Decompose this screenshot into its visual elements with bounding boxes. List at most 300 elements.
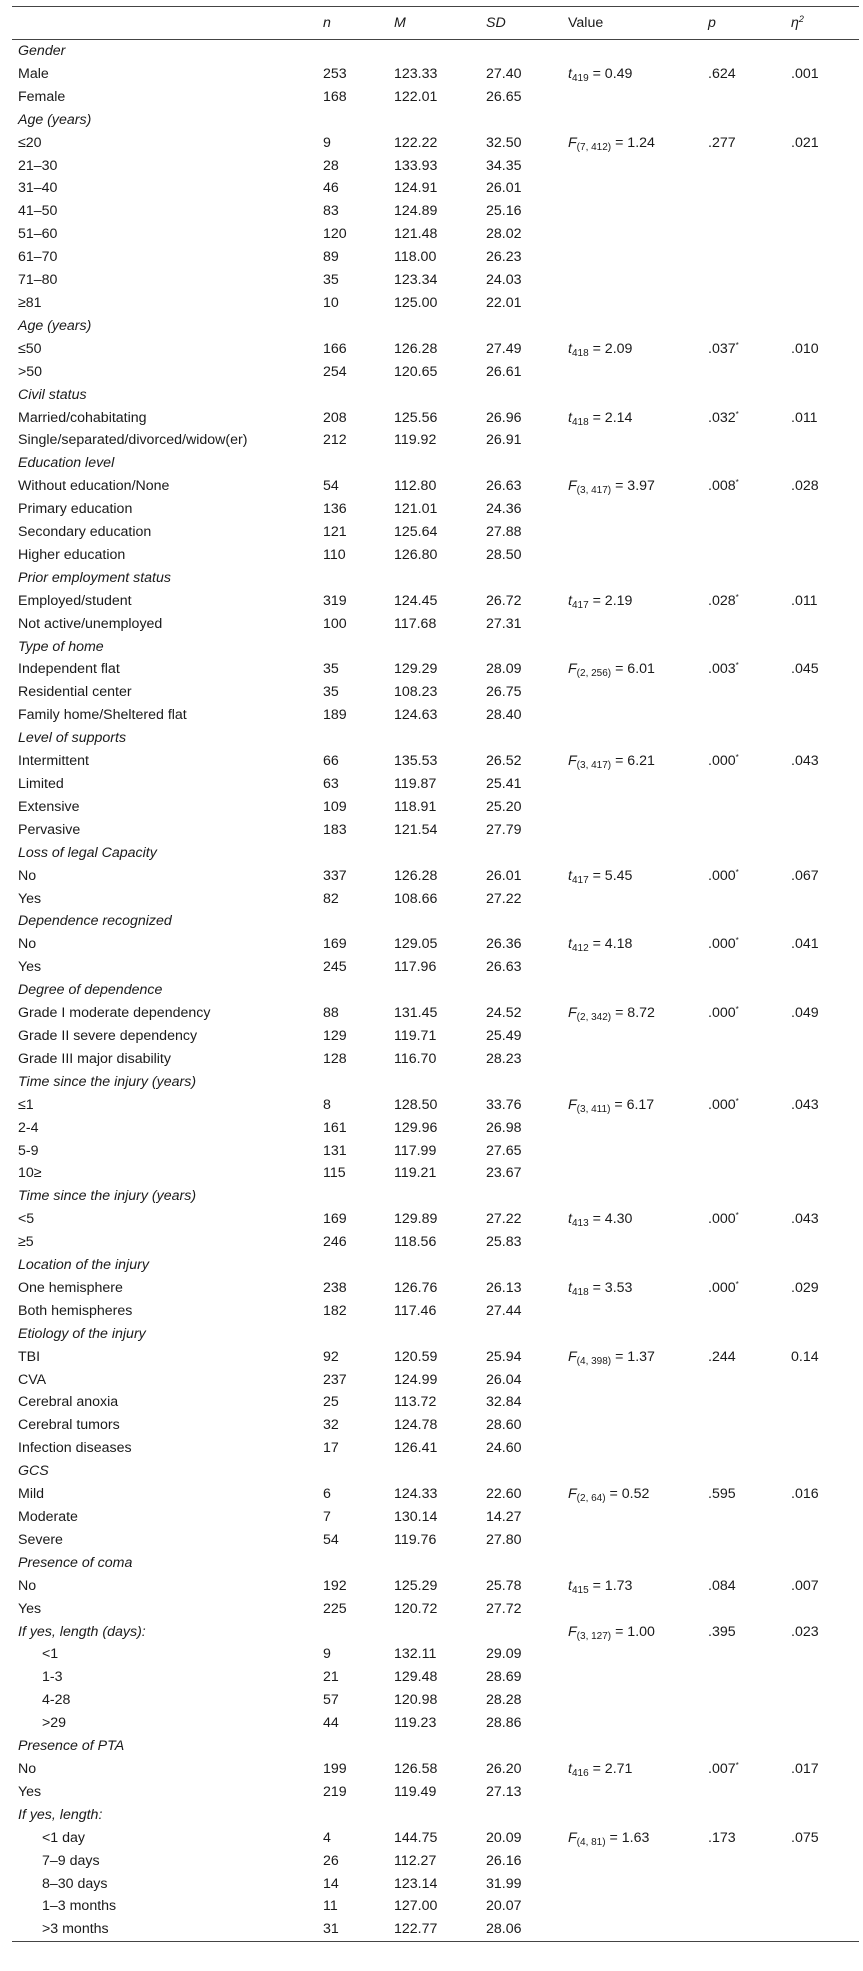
n-cell: 17 bbox=[323, 1440, 339, 1457]
stat-value-cell bbox=[568, 681, 708, 704]
eta-cell bbox=[791, 979, 859, 1002]
section-header-row bbox=[12, 384, 859, 407]
p-value-cell bbox=[708, 429, 791, 452]
eta-cell bbox=[791, 1781, 859, 1804]
section-title: Education level bbox=[18, 455, 115, 472]
eta-cell: .023 bbox=[791, 1623, 819, 1640]
significance-marker: * bbox=[735, 1211, 739, 1221]
n-cell bbox=[323, 567, 394, 590]
eta-cell bbox=[791, 86, 859, 109]
significance-marker: * bbox=[735, 867, 739, 877]
mean-cell bbox=[394, 315, 486, 338]
table-row bbox=[12, 1758, 859, 1781]
mean-cell: 120.65 bbox=[394, 363, 438, 380]
stat-value-cell bbox=[568, 1621, 708, 1644]
mean-cell: 126.80 bbox=[394, 546, 438, 563]
table-row bbox=[12, 1414, 859, 1437]
n-cell: 54 bbox=[323, 478, 339, 495]
stat-value-cell bbox=[568, 796, 708, 819]
table-row bbox=[12, 429, 859, 452]
n-cell: 121 bbox=[323, 524, 347, 541]
eta-cell bbox=[791, 1414, 859, 1437]
eta-cell bbox=[791, 1323, 859, 1346]
stat-result: = 2.14 bbox=[588, 409, 633, 426]
eta-cell bbox=[791, 1735, 859, 1758]
sd-cell: 28.60 bbox=[486, 1417, 522, 1434]
stat-value-cell bbox=[568, 888, 708, 911]
stat-value-cell bbox=[568, 1025, 708, 1048]
table-row bbox=[12, 750, 859, 773]
row-label: Married/cohabitating bbox=[18, 409, 147, 426]
p-value: .000 bbox=[708, 1005, 736, 1022]
section-header-row bbox=[12, 636, 859, 659]
eta-cell bbox=[791, 910, 859, 933]
n-cell bbox=[323, 979, 394, 1002]
n-cell bbox=[323, 1552, 394, 1575]
eta-cell bbox=[791, 636, 859, 659]
stat-df: (2, 64) bbox=[576, 1493, 606, 1505]
n-cell: 7 bbox=[323, 1509, 331, 1525]
n-cell: 254 bbox=[323, 363, 347, 380]
eta-cell bbox=[791, 223, 859, 246]
stat-letter: F bbox=[568, 1829, 577, 1846]
row-label: Extensive bbox=[18, 798, 80, 815]
sd-cell: 26.20 bbox=[486, 1760, 522, 1777]
stat-value-cell bbox=[568, 40, 708, 63]
table-row bbox=[12, 1643, 859, 1666]
p-value-cell bbox=[708, 865, 791, 888]
stat-value-cell bbox=[568, 1758, 708, 1781]
mean-cell: 117.96 bbox=[394, 959, 437, 976]
row-label: Without education/None bbox=[18, 478, 170, 495]
n-cell: 63 bbox=[323, 776, 339, 792]
n-cell: 337 bbox=[323, 867, 347, 884]
p-value-cell bbox=[708, 1162, 791, 1185]
sd-cell: 26.91 bbox=[486, 432, 522, 449]
n-cell bbox=[323, 1735, 394, 1758]
eta-cell bbox=[791, 1689, 859, 1712]
n-cell bbox=[323, 636, 394, 659]
n-cell: 4 bbox=[323, 1829, 331, 1846]
stat-value-cell bbox=[568, 1231, 708, 1254]
mean-cell: 119.76 bbox=[394, 1531, 437, 1548]
mean-cell: 126.28 bbox=[394, 340, 438, 357]
eta-cell bbox=[791, 1873, 859, 1896]
sd-cell: 27.88 bbox=[486, 524, 522, 541]
sd-cell: 20.07 bbox=[486, 1898, 522, 1915]
stat-value-cell bbox=[568, 1460, 708, 1483]
header-variable bbox=[12, 7, 323, 40]
table-body bbox=[12, 40, 859, 1942]
n-cell: 32 bbox=[323, 1417, 339, 1434]
eta-cell bbox=[791, 819, 859, 842]
mean-cell: 129.89 bbox=[394, 1211, 438, 1228]
stat-value-cell bbox=[568, 979, 708, 1002]
p-value-cell bbox=[708, 1781, 791, 1804]
p-value-cell bbox=[708, 1689, 791, 1712]
table-row bbox=[12, 475, 859, 498]
p-value-cell bbox=[708, 819, 791, 842]
row-label: Yes bbox=[18, 1600, 42, 1617]
mean-cell: 123.14 bbox=[394, 1875, 438, 1892]
stat-result: = 4.30 bbox=[588, 1211, 633, 1228]
table-row bbox=[12, 177, 859, 200]
sd-cell bbox=[486, 40, 568, 63]
p-value: .173 bbox=[708, 1829, 736, 1846]
sd-cell: 28.40 bbox=[486, 707, 522, 724]
section-title: Type of home bbox=[18, 638, 104, 655]
section-title: Age (years) bbox=[18, 111, 92, 128]
mean-cell: 125.56 bbox=[394, 409, 438, 426]
mean-cell: 130.14 bbox=[394, 1509, 438, 1525]
table-row bbox=[12, 865, 859, 888]
n-cell: 14 bbox=[323, 1875, 339, 1892]
n-cell: 54 bbox=[323, 1531, 339, 1548]
sd-cell: 24.03 bbox=[486, 272, 522, 289]
row-label: One hemisphere bbox=[18, 1279, 123, 1296]
section-title: Gender bbox=[18, 43, 66, 59]
stat-value-cell bbox=[568, 1208, 708, 1231]
n-cell: 115 bbox=[323, 1165, 346, 1182]
section-title: Time since the injury (years) bbox=[18, 1188, 197, 1205]
stat-value-cell bbox=[568, 132, 708, 155]
eta-cell bbox=[791, 361, 859, 384]
n-cell: 169 bbox=[323, 1211, 347, 1228]
stat-value-cell bbox=[568, 956, 708, 979]
sd-cell: 20.09 bbox=[486, 1829, 522, 1846]
row-label: 21–30 bbox=[18, 157, 58, 174]
stat-result: = 1.37 bbox=[611, 1348, 655, 1365]
n-cell: 161 bbox=[323, 1119, 347, 1136]
table-row bbox=[12, 1094, 859, 1117]
stat-value-cell bbox=[568, 177, 708, 200]
p-value-cell bbox=[708, 1323, 791, 1346]
table-row bbox=[12, 1689, 859, 1712]
table-row bbox=[12, 1529, 859, 1552]
stat-value-cell bbox=[568, 819, 708, 842]
p-value-cell bbox=[708, 1071, 791, 1094]
header-eta-squared bbox=[791, 7, 859, 40]
eta-cell: .011 bbox=[791, 592, 818, 609]
stat-letter: t bbox=[568, 936, 572, 953]
stat-result: = 1.63 bbox=[605, 1829, 650, 1846]
p-value: .007 bbox=[708, 1760, 736, 1777]
significance-marker: * bbox=[735, 1279, 739, 1289]
eta-cell bbox=[791, 1185, 859, 1208]
section-header-row bbox=[12, 1185, 859, 1208]
p-value-cell bbox=[708, 1598, 791, 1621]
section-title: Prior employment status bbox=[18, 569, 171, 586]
eta-cell bbox=[791, 40, 859, 63]
stat-result: = 8.72 bbox=[611, 1005, 655, 1022]
n-cell bbox=[323, 40, 394, 63]
eta-cell bbox=[791, 1140, 859, 1163]
section-header-row bbox=[12, 727, 859, 750]
p-value-cell bbox=[708, 1483, 791, 1506]
p-value-cell bbox=[708, 177, 791, 200]
sd-cell: 27.44 bbox=[486, 1302, 522, 1319]
n-cell: 89 bbox=[323, 249, 339, 266]
mean-cell: 118.91 bbox=[394, 798, 437, 815]
stat-value-cell bbox=[568, 1323, 708, 1346]
p-value-cell bbox=[708, 1048, 791, 1071]
p-value-cell bbox=[708, 1712, 791, 1735]
sd-cell: 25.94 bbox=[486, 1348, 522, 1365]
n-cell: 136 bbox=[323, 501, 347, 518]
row-label: <1 bbox=[42, 1646, 59, 1663]
stat-df: 416 bbox=[571, 1767, 589, 1779]
p-value-cell bbox=[708, 292, 791, 315]
mean-cell: 112.27 bbox=[394, 1852, 437, 1869]
row-label: Yes bbox=[18, 959, 42, 976]
sd-cell: 29.09 bbox=[486, 1646, 522, 1663]
sd-cell bbox=[486, 727, 568, 750]
sd-cell: 23.67 bbox=[486, 1165, 522, 1182]
n-cell: 82 bbox=[323, 890, 339, 907]
mean-cell: 128.50 bbox=[394, 1096, 438, 1113]
stat-value-cell bbox=[568, 1804, 708, 1827]
stat-df: (3, 417) bbox=[576, 485, 612, 497]
n-cell: 110 bbox=[323, 546, 346, 563]
n-cell: 6 bbox=[323, 1486, 331, 1503]
p-value: .000 bbox=[708, 1211, 736, 1228]
p-value-cell bbox=[708, 704, 791, 727]
p-value-cell bbox=[708, 109, 791, 132]
stat-letter: F bbox=[568, 1096, 577, 1113]
p-value: .595 bbox=[708, 1486, 736, 1503]
eta-cell bbox=[791, 888, 859, 911]
sd-cell: 22.60 bbox=[486, 1486, 522, 1503]
sd-cell: 25.20 bbox=[486, 798, 522, 815]
significance-marker: * bbox=[735, 1760, 739, 1770]
mean-cell: 129.05 bbox=[394, 936, 438, 953]
section-title: Dependence recognized bbox=[18, 913, 172, 930]
p-value-cell bbox=[708, 1666, 791, 1689]
eta-cell bbox=[791, 1529, 859, 1552]
section-title: If yes, length (days): bbox=[18, 1623, 146, 1640]
table-row bbox=[12, 407, 859, 430]
sd-cell bbox=[486, 109, 568, 132]
sd-cell: 26.63 bbox=[486, 478, 522, 495]
p-value-cell bbox=[708, 1300, 791, 1323]
p-value: .000 bbox=[708, 1096, 736, 1113]
row-label: 31–40 bbox=[18, 180, 58, 197]
p-value-cell bbox=[708, 521, 791, 544]
eta-cell: .043 bbox=[791, 1096, 819, 1113]
section-title: Level of supports bbox=[18, 730, 127, 747]
mean-cell: 119.87 bbox=[394, 776, 437, 792]
section-title: Age (years) bbox=[18, 317, 92, 334]
mean-cell: 122.77 bbox=[394, 1918, 486, 1941]
section-header-row bbox=[12, 452, 859, 475]
stat-df: (4, 81) bbox=[576, 1836, 606, 1848]
p-value: .277 bbox=[708, 134, 736, 151]
stat-df: 419 bbox=[571, 72, 589, 84]
stat-value-cell bbox=[568, 1071, 708, 1094]
p-value-cell bbox=[708, 544, 791, 567]
mean-cell: 125.29 bbox=[394, 1577, 438, 1594]
eta-cell: .029 bbox=[791, 1279, 819, 1296]
table-row bbox=[12, 1781, 859, 1804]
p-value-cell bbox=[708, 1873, 791, 1896]
mean-cell: 123.33 bbox=[394, 65, 438, 82]
mean-cell: 126.41 bbox=[394, 1440, 438, 1457]
row-label: 51–60 bbox=[18, 226, 58, 243]
stat-letter: t bbox=[568, 592, 572, 609]
stat-value-cell bbox=[568, 475, 708, 498]
eta-cell bbox=[791, 1071, 859, 1094]
n-cell: 319 bbox=[323, 592, 347, 609]
n-cell: 66 bbox=[323, 753, 339, 770]
section-title: Presence of PTA bbox=[18, 1738, 125, 1755]
significance-marker: * bbox=[735, 936, 739, 946]
stat-value-cell bbox=[568, 1575, 708, 1598]
eta-cell bbox=[791, 1643, 859, 1666]
stat-value-cell bbox=[568, 223, 708, 246]
row-label: Limited bbox=[18, 776, 64, 792]
stat-letter: t bbox=[568, 409, 572, 426]
sd-cell: 24.60 bbox=[486, 1440, 522, 1457]
stat-letter: F bbox=[568, 1005, 577, 1022]
significance-marker: * bbox=[735, 1005, 739, 1015]
eta-cell bbox=[791, 1804, 859, 1827]
row-label: Pervasive bbox=[18, 821, 81, 838]
sd-cell bbox=[486, 1323, 568, 1346]
stat-value-cell bbox=[568, 1140, 708, 1163]
mean-cell: 120.59 bbox=[394, 1348, 438, 1365]
sd-cell: 26.98 bbox=[486, 1119, 522, 1136]
eta-cell bbox=[791, 384, 859, 407]
stat-df: 412 bbox=[571, 943, 589, 955]
n-cell: 183 bbox=[323, 821, 347, 838]
sd-cell: 27.79 bbox=[486, 821, 522, 838]
stat-value-cell bbox=[568, 1254, 708, 1277]
stat-letter: t bbox=[568, 1211, 572, 1228]
row-label: ≥81 bbox=[18, 294, 42, 311]
eta-superscript: 2 bbox=[798, 14, 804, 24]
table-row bbox=[12, 544, 859, 567]
sd-cell: 28.02 bbox=[486, 226, 522, 243]
eta-cell bbox=[791, 1048, 859, 1071]
stat-letter: F bbox=[568, 753, 577, 770]
mean-cell: 125.64 bbox=[394, 524, 438, 541]
stat-value-cell bbox=[568, 1437, 708, 1460]
table-row bbox=[12, 1850, 859, 1873]
sd-cell bbox=[486, 384, 568, 407]
p-value-cell bbox=[708, 361, 791, 384]
stat-value-cell bbox=[568, 384, 708, 407]
stat-df: 417 bbox=[571, 874, 589, 886]
row-label: Cerebral tumors bbox=[18, 1417, 120, 1434]
n-cell: 189 bbox=[323, 707, 347, 724]
n-cell: 166 bbox=[323, 340, 347, 357]
eta-cell: .041 bbox=[791, 936, 819, 953]
eta-cell: .075 bbox=[791, 1829, 819, 1846]
eta-cell bbox=[791, 956, 859, 979]
n-cell: 100 bbox=[323, 615, 347, 632]
stat-value-cell bbox=[568, 567, 708, 590]
sd-cell bbox=[486, 910, 568, 933]
sd-cell: 32.50 bbox=[486, 134, 522, 151]
section-header-row bbox=[12, 1460, 859, 1483]
stat-value-cell bbox=[568, 361, 708, 384]
n-cell bbox=[323, 1071, 394, 1094]
row-label: >3 months bbox=[12, 1918, 323, 1941]
n-cell bbox=[323, 1254, 394, 1277]
row-label: Employed/student bbox=[18, 592, 132, 609]
p-value-cell bbox=[708, 1094, 791, 1117]
mean-cell: 124.91 bbox=[394, 180, 438, 197]
sd-cell: 26.36 bbox=[486, 936, 522, 953]
eta-cell bbox=[791, 704, 859, 727]
stat-letter: F bbox=[568, 661, 577, 678]
row-label: <1 day bbox=[42, 1829, 85, 1846]
row-label: Intermittent bbox=[18, 753, 89, 770]
eta-cell bbox=[791, 155, 859, 178]
eta-cell: .043 bbox=[791, 753, 819, 770]
row-label: CVA bbox=[18, 1371, 47, 1388]
significance-marker: * bbox=[735, 753, 739, 763]
n-cell: 10 bbox=[323, 294, 339, 311]
n-cell: 208 bbox=[323, 409, 347, 426]
stat-value-cell bbox=[568, 1918, 708, 1941]
p-value-cell bbox=[708, 1369, 791, 1392]
section-header-row bbox=[12, 40, 859, 63]
p-value: .624 bbox=[708, 65, 736, 82]
p-value-cell bbox=[708, 1552, 791, 1575]
sd-cell: 28.86 bbox=[486, 1715, 522, 1732]
eta-cell bbox=[791, 681, 859, 704]
stat-df: 417 bbox=[571, 599, 589, 611]
stat-letter: F bbox=[568, 134, 577, 151]
row-label: 1–3 months bbox=[42, 1898, 117, 1915]
p-value-cell bbox=[708, 773, 791, 796]
table-row bbox=[12, 361, 859, 384]
mean-cell: 123.34 bbox=[394, 272, 438, 289]
table-row bbox=[12, 63, 859, 86]
mean-cell: 118.56 bbox=[394, 1234, 437, 1251]
header-value: Value bbox=[568, 7, 708, 40]
mean-cell bbox=[394, 109, 486, 132]
row-label: ≤50 bbox=[18, 340, 42, 357]
stat-value-cell bbox=[568, 1873, 708, 1896]
sd-cell: 26.65 bbox=[486, 88, 522, 105]
eta-cell: .017 bbox=[791, 1760, 819, 1777]
sd-cell: 26.96 bbox=[486, 409, 522, 426]
eta-cell: .045 bbox=[791, 661, 819, 678]
n-cell bbox=[323, 727, 394, 750]
table-row bbox=[12, 888, 859, 911]
mean-cell: 108.66 bbox=[394, 890, 438, 907]
mean-cell bbox=[394, 1552, 486, 1575]
table-row bbox=[12, 933, 859, 956]
p-value-cell bbox=[708, 590, 791, 613]
mean-cell bbox=[394, 910, 486, 933]
row-label: 5-9 bbox=[18, 1142, 39, 1159]
sd-cell: 24.52 bbox=[486, 1005, 522, 1022]
sd-cell bbox=[486, 567, 568, 590]
p-value-cell bbox=[708, 498, 791, 521]
p-value-cell bbox=[708, 1529, 791, 1552]
significance-marker: * bbox=[735, 409, 739, 419]
n-cell: 25 bbox=[323, 1394, 339, 1411]
p-value-cell bbox=[708, 796, 791, 819]
stat-value-cell bbox=[568, 910, 708, 933]
n-cell bbox=[323, 1460, 394, 1483]
significance-marker: * bbox=[735, 592, 739, 602]
row-label: 10≥ bbox=[18, 1165, 42, 1182]
mean-cell bbox=[394, 1323, 486, 1346]
